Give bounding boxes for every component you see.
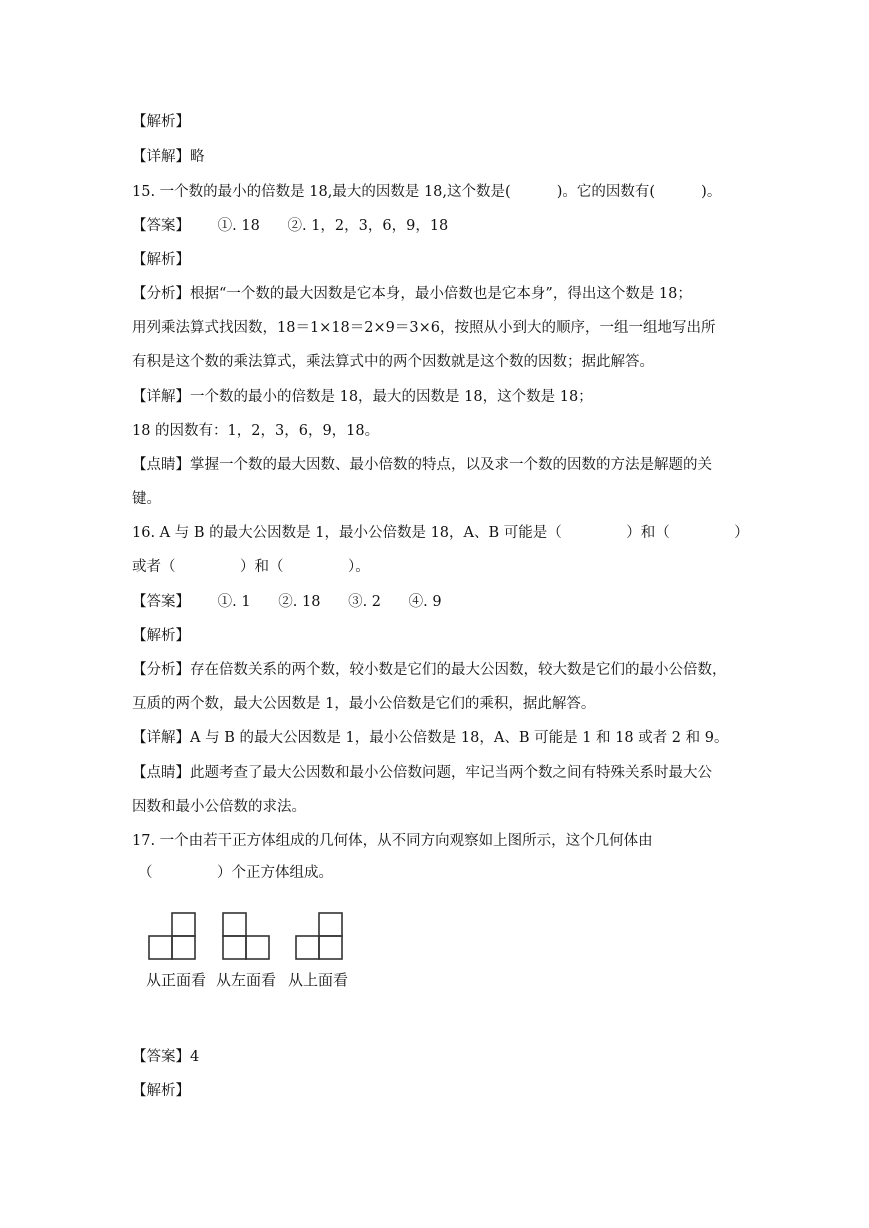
section-heading-analysis: 【解析】 <box>132 1083 190 1099</box>
view-square <box>223 936 246 959</box>
section-heading-analysis: 【解析】 <box>132 628 190 644</box>
detail-16: 【详解】A 与 B 的最大公因数是 1，最小公倍数是 18，A、B 可能是 1 和 18 或者 2 和 9。 <box>132 730 729 746</box>
analysis-15-line1: 【分析】根据“一个数的最大因数是它本身，最小倍数也是它本身”，得出这个数是 18； <box>132 286 692 302</box>
answer-16: 【答案】 ①. 1 ②. 18 ③. 2 ④. 9 <box>132 594 442 610</box>
view-square <box>319 913 342 936</box>
analysis-16-line2: 互质的两个数，最大公因数是 1，最小公倍数是它们的乘积，据此解答。 <box>132 696 596 712</box>
section-heading-analysis: 【解析】 <box>132 252 190 268</box>
section-heading-analysis: 【解析】 <box>132 114 190 130</box>
view-square <box>296 936 319 959</box>
detail-15-line1: 【详解】一个数的最小的倍数是 18，最大的因数是 18，这个数是 18； <box>132 389 593 405</box>
left-view-caption: 从左面看 <box>216 971 277 989</box>
view-square <box>149 936 172 959</box>
view-square <box>223 913 246 936</box>
analysis-15-line2: 用列乘法算式找因数，18＝1×18＝2×9＝3×6，按照从小到大的顺序，一组一组地写出所 <box>132 320 716 336</box>
top-view-caption: 从上面看 <box>288 971 349 989</box>
cube-views-figure <box>140 905 370 995</box>
question-17-line1: 17. 一个由若干正方体组成的几何体，从不同方向观察如上图所示，这个几何体由 <box>132 833 653 849</box>
comment-15-line2: 键。 <box>132 491 161 507</box>
view-square <box>172 936 195 959</box>
analysis-16-line1: 【分析】存在倍数关系的两个数，较小数是它们的最大公因数，较大数是它们的最小公倍数， <box>132 662 727 678</box>
answer-15: 【答案】 ①. 18 ②. 1，2，3，6，9，18 <box>132 218 449 234</box>
view-square <box>319 936 342 959</box>
comment-15-line1: 【点睛】掌握一个数的最大因数、最小倍数的特点，以及求一个数的因数的方法是解题的关 <box>132 457 712 473</box>
cube-views-drawing <box>140 905 370 969</box>
analysis-15-line3: 有积是这个数的乘法算式，乘法算式中的两个因数就是这个数的因数；据此解答。 <box>132 354 654 370</box>
question-16-line2: 或者（ ）和（ ）。 <box>132 559 370 575</box>
detailed-solution: 【详解】略 <box>132 149 205 165</box>
comment-16-line2: 因数和最小公倍数的求法。 <box>132 799 306 815</box>
view-square <box>172 913 195 936</box>
question-15: 15. 一个数的最小的倍数是 18,最大的因数是 18,这个数是( )。它的因数有( )。 <box>132 184 722 200</box>
question-16-line1: 16. A 与 B 的最大公因数是 1，最小公倍数是 18，A、B 可能是（ ）和（ ） <box>132 525 749 541</box>
view-square <box>246 936 269 959</box>
question-17-line2: （ ）个正方体组成。 <box>138 865 334 881</box>
comment-16-line1: 【点睛】此题考查了最大公因数和最小公倍数问题，牢记当两个数之间有特殊关系时最大公 <box>132 765 712 781</box>
detail-15-line2: 18 的因数有：1，2，3，6，9，18。 <box>132 423 380 439</box>
front-view-caption: 从正面看 <box>146 971 207 989</box>
answer-17: 【答案】4 <box>132 1049 200 1065</box>
